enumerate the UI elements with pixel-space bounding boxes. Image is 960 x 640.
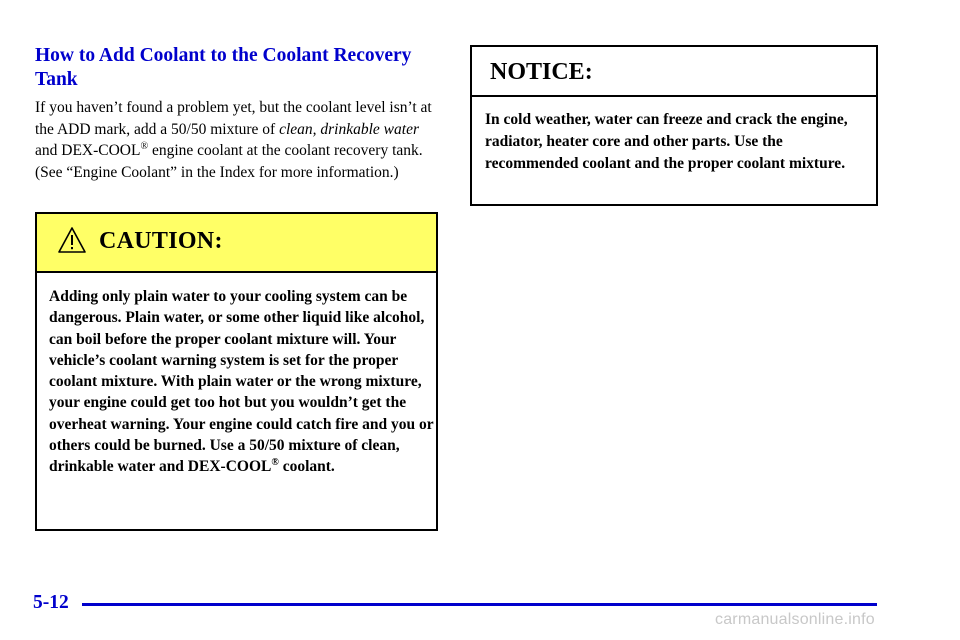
caution-text-2: coolant. xyxy=(278,458,335,476)
intro-paragraph xyxy=(35,97,445,183)
intro-text-1: If you haven’t found a problem yet, but the coolant level isn’t at the ADD mark, add a 50/50 mixture of xyxy=(35,99,432,138)
caution-body xyxy=(49,286,434,478)
notice-box xyxy=(470,45,878,206)
watermark: carmanualsonline.info xyxy=(715,611,875,628)
caution-text-1: Adding only plain water to your cooling system can be dangerous. Plain water, or some other liquid like alcohol, can boil before the proper coolant mixture will. Your vehicle’s coolant warning system is set for the proper coolant mixture. With plain water or the wrong mixture, your engine could get too hot but you wouldn’t get the overheat warning. Your engine could catch fire and you or others could be burned. Use a 50/50 mixture of clean, drinkable water and DEX-COOL xyxy=(49,288,434,476)
intro-text-2: and DEX-COOL xyxy=(35,142,141,159)
caution-title: CAUTION: xyxy=(99,228,223,254)
caution-box xyxy=(35,212,438,531)
page-number: 5-12 xyxy=(33,592,69,613)
notice-body: In cold weather, water can freeze and crack the engine, radiator, heater core and other parts. Use the recommended coolant and the proper coolant mixture. xyxy=(485,111,848,172)
registered-mark: ® xyxy=(271,457,279,469)
notice-title: NOTICE: xyxy=(490,59,593,85)
warning-triangle-icon xyxy=(57,226,87,254)
intro-emphasis: clean, drinkable water xyxy=(279,120,419,138)
registered-mark: ® xyxy=(140,140,149,152)
page-heading: How to Add Coolant to the Coolant Recovery Tank xyxy=(35,45,412,90)
notice-header xyxy=(472,47,876,97)
footer-rule xyxy=(82,603,877,606)
caution-header xyxy=(37,214,436,273)
intro-text-3: engine coolant at the coolant recovery tank. (See “Engine Coolant” in the Index for more information.) xyxy=(35,142,423,181)
